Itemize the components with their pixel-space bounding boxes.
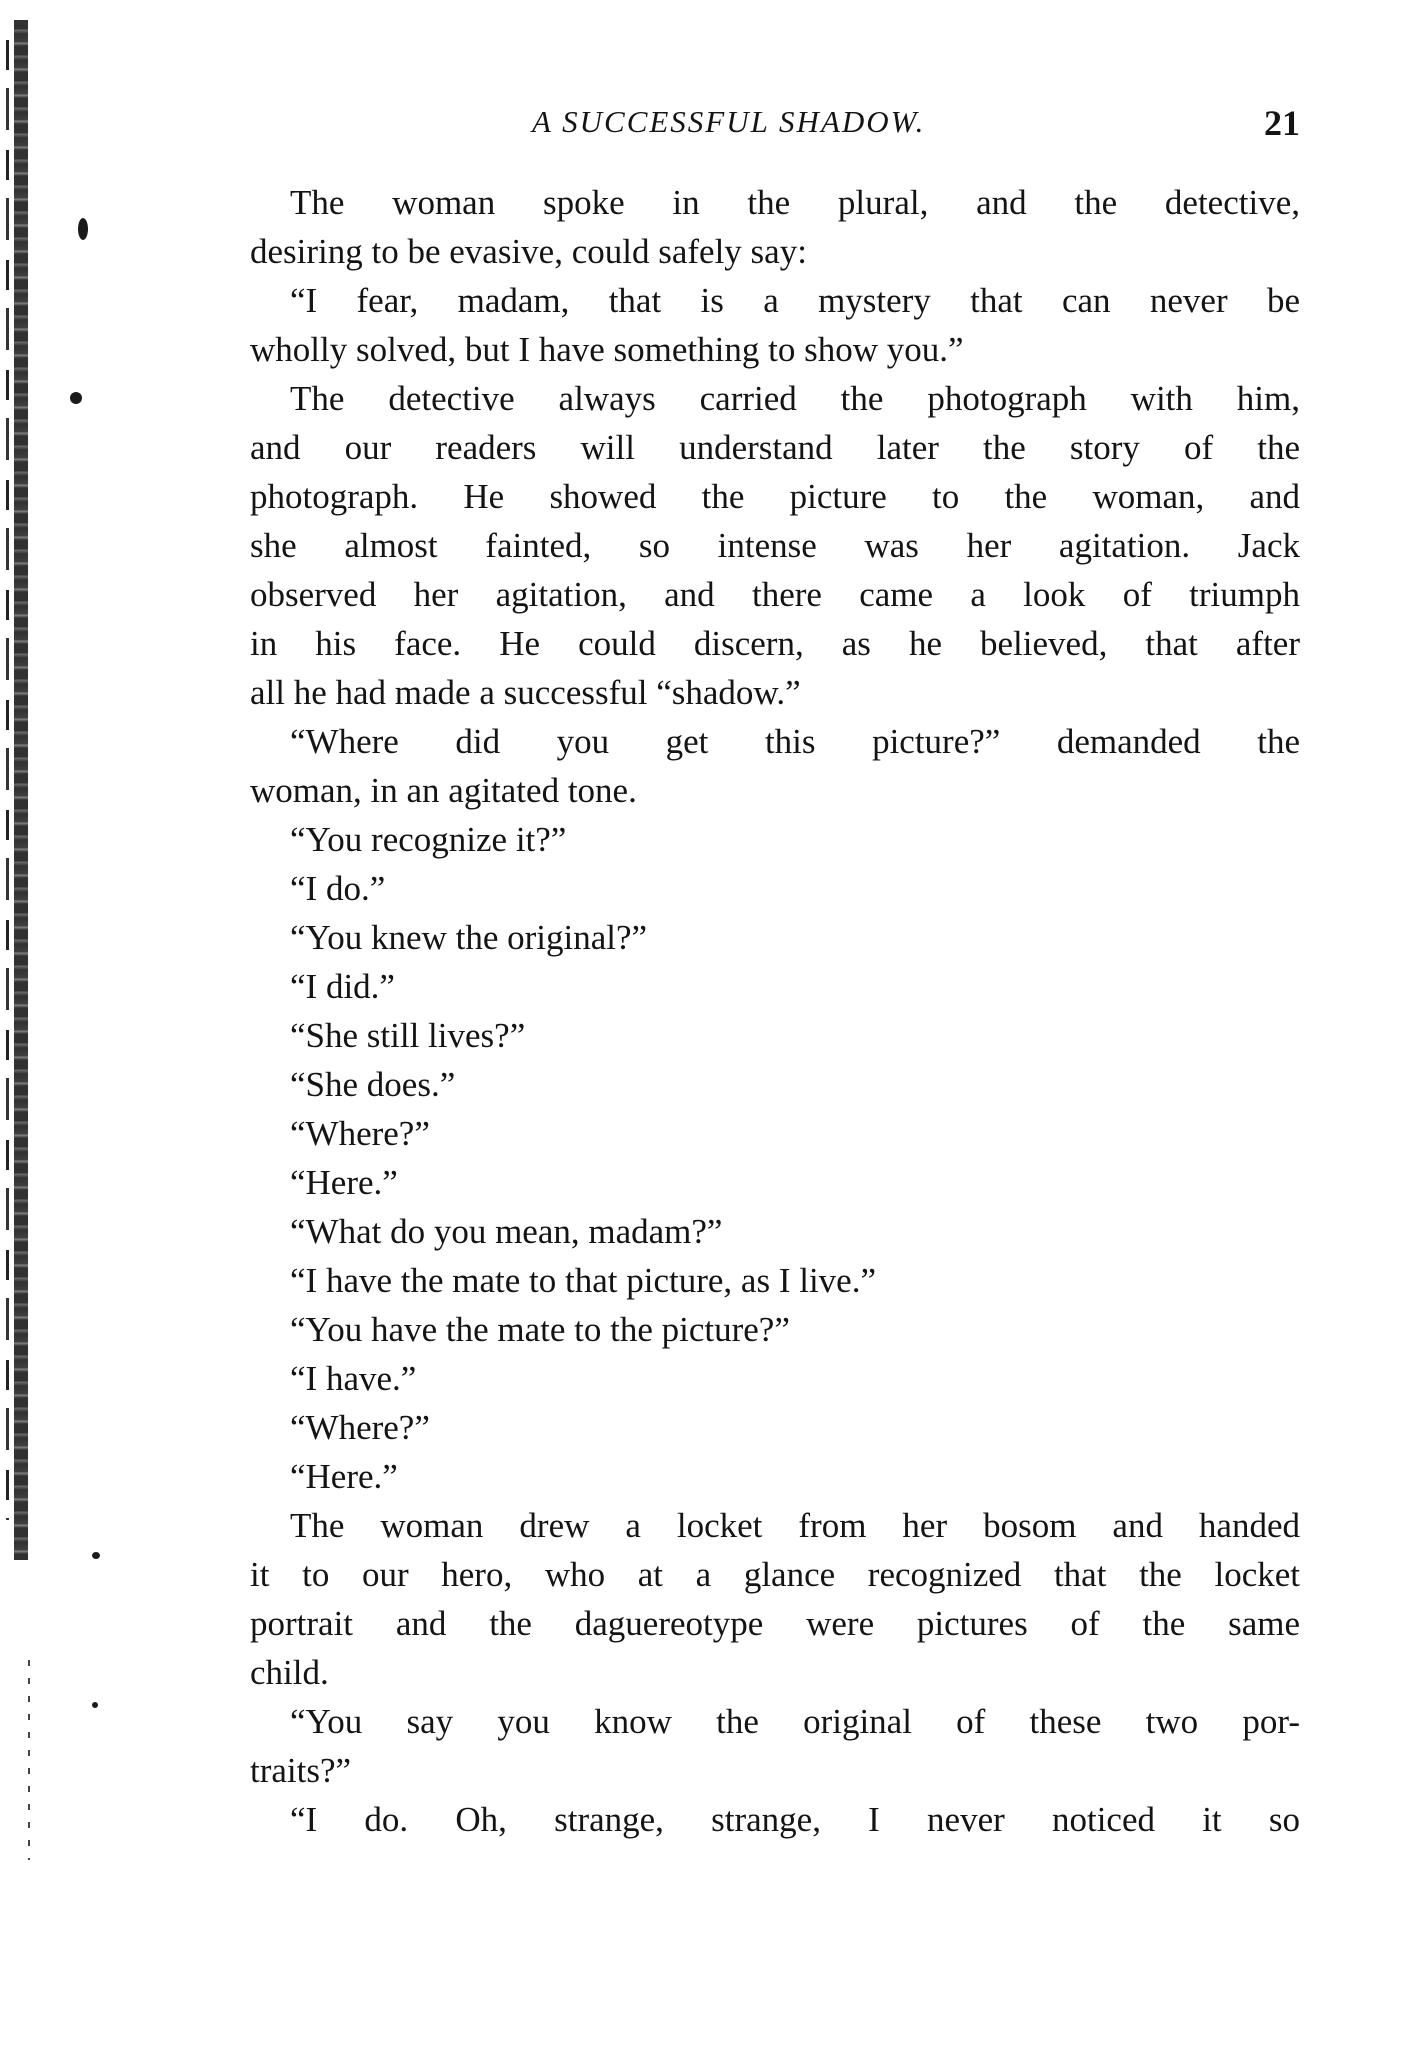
text-line: desiring to be evasive, could safely say: xyxy=(250,232,807,271)
text-line: “She does.” xyxy=(290,1065,456,1104)
text-line: observed her agitation, and there came a look of triumph xyxy=(250,575,1300,614)
text-line: she almost fainted, so intense was her agitation. Jack xyxy=(250,526,1300,565)
text-line: The detective always carried the photograph with him, xyxy=(290,379,1300,418)
page-binding-edge xyxy=(14,20,28,1560)
text-line: photograph. He showed the picture to the woman, and xyxy=(250,477,1300,516)
text-line: “She still lives?” xyxy=(290,1016,526,1055)
page-number: 21 xyxy=(1264,103,1300,143)
text-line: The woman spoke in the plural, and the detective, xyxy=(290,183,1300,222)
running-head xyxy=(250,98,1300,158)
text-line: “I did.” xyxy=(290,967,395,1006)
text-line: “I have the mate to that picture, as I live.” xyxy=(290,1261,876,1300)
text-line: “Here.” xyxy=(290,1457,398,1496)
text-line: “I fear, madam, that is a mystery that can never be xyxy=(290,281,1300,320)
text-line: “Where?” xyxy=(290,1114,430,1153)
text-line: portrait and the daguereotype were pictures of the same xyxy=(250,1604,1300,1643)
ink-speck xyxy=(70,392,82,404)
text-line: “You recognize it?” xyxy=(290,820,567,859)
text-line: “I do. Oh, strange, strange, I never noticed it so xyxy=(290,1800,1300,1839)
text-line: “You have the mate to the picture?” xyxy=(290,1310,790,1349)
text-line: woman, in an agitated tone. xyxy=(250,771,637,810)
page-binding-shadow xyxy=(6,40,9,1520)
text-line: “What do you mean, madam?” xyxy=(290,1212,723,1251)
running-title: A SUCCESSFUL SHADOW. xyxy=(532,104,926,139)
text-line: “Here.” xyxy=(290,1163,398,1202)
text-line: “I do.” xyxy=(290,869,386,908)
page-body-text xyxy=(250,178,1300,1844)
text-line: The woman drew a locket from her bosom and handed xyxy=(290,1506,1300,1545)
text-line: wholly solved, but I have something to show you.” xyxy=(250,330,964,369)
text-line: traits?” xyxy=(250,1751,352,1790)
text-line: all he had made a successful “shadow.” xyxy=(250,673,801,712)
text-line: and our readers will understand later the story of the xyxy=(250,428,1300,467)
text-line: “I have.” xyxy=(290,1359,417,1398)
text-line: “You say you know the original of these two por- xyxy=(290,1702,1300,1741)
ink-speck xyxy=(92,1702,98,1708)
text-line: “You knew the original?” xyxy=(290,918,648,957)
page-binding-lower xyxy=(28,1660,30,1860)
text-line: “Where?” xyxy=(290,1408,430,1447)
text-line: “Where did you get this picture?” demanded the xyxy=(290,722,1300,761)
text-line: child. xyxy=(250,1653,329,1692)
text-line: it to our hero, who at a glance recognized that the locket xyxy=(250,1555,1300,1594)
ink-speck xyxy=(78,218,88,240)
text-line: in his face. He could discern, as he believed, that after xyxy=(250,624,1300,663)
ink-speck xyxy=(92,1552,100,1559)
